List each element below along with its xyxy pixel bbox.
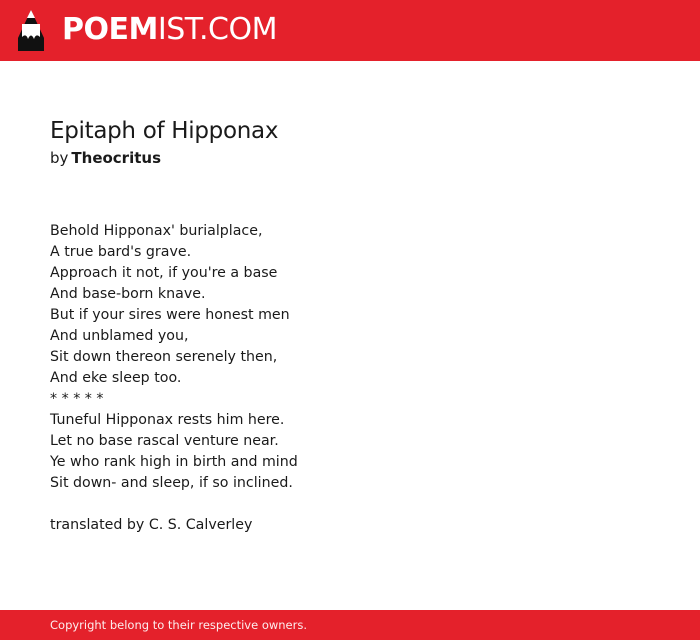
poem-line: Tuneful Hipponax rests him here. (50, 412, 285, 428)
site-footer (0, 610, 700, 640)
site-header (0, 0, 700, 61)
poem-line: But if your sires were honest men (50, 307, 290, 323)
poem-line: Ye who rank high in birth and mind (50, 454, 298, 470)
poem-body (50, 221, 650, 494)
copyright-notice: Copyright belong to their respective owners. (50, 618, 308, 632)
poem-line: A true bard's grave. (50, 244, 192, 260)
poem-line: Approach it not, if you're a base (50, 265, 278, 281)
poem-line: Let no base rascal venture near. (50, 433, 279, 449)
poem-line: Behold Hipponax' burialplace, (50, 223, 263, 239)
poem-line: * * * * * (50, 391, 104, 407)
byline (50, 147, 650, 169)
logo-text-light: IST.COM (157, 12, 277, 47)
poem-title: Epitaph of Hipponax (50, 118, 279, 144)
poem-content (50, 114, 650, 536)
logo-text-strong: POEM (62, 12, 158, 47)
poem-line: Sit down thereon serenely then, (50, 349, 278, 365)
by-label: by (50, 149, 69, 167)
translator-credit: translated by C. S. Calverley (50, 517, 253, 533)
author-link[interactable]: Theocritus (71, 149, 162, 167)
site-logo[interactable] (62, 11, 277, 49)
poem-line: And unblamed you, (50, 328, 189, 344)
poem-line: And base-born knave. (50, 286, 206, 302)
poem-line: And eke sleep too. (50, 370, 182, 386)
poem-line: Sit down- and sleep, if so inclined. (50, 475, 293, 491)
pencil-tip-icon[interactable] (18, 10, 44, 51)
